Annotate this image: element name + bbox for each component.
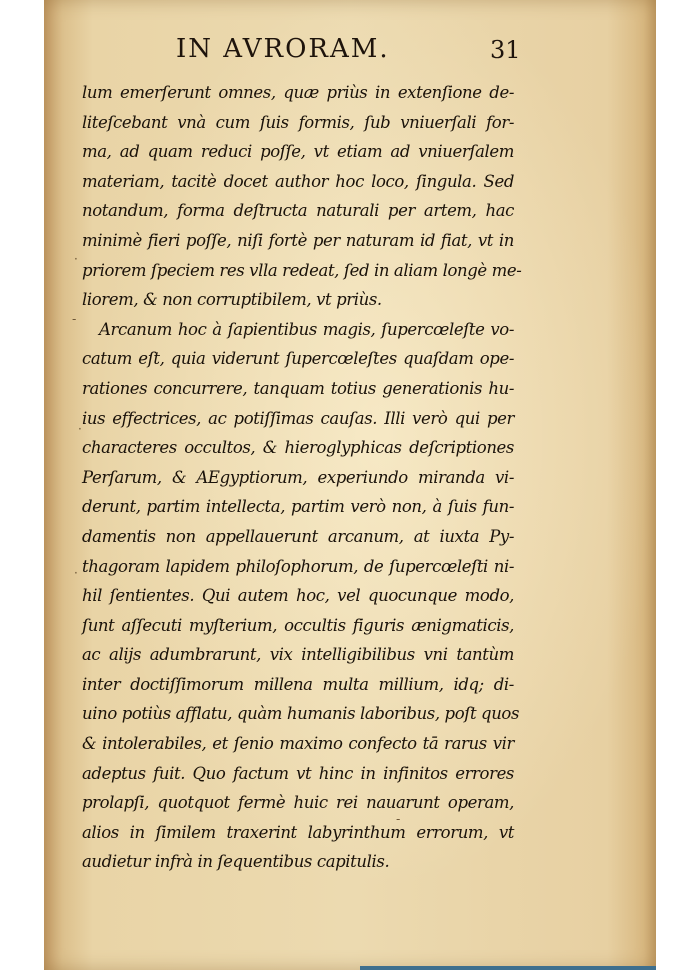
text-line: catum eſt, quia viderunt ſupercœleſtes quaſdam ope-: [82, 349, 514, 369]
text-line: derunt, partim intellecta, partim verò non, à ſuis fun-: [82, 497, 514, 517]
margin-speck: -: [396, 812, 401, 826]
body-text: [82, 78, 522, 877]
margin-speck: ·: [74, 252, 78, 266]
text-line: lum emerſerunt omnes, quæ priùs in extenſione de-: [82, 83, 514, 102]
text-line: prolapſi, quotquot fermè huic rei nauarunt operam,: [82, 793, 514, 813]
text-line: audietur infrà in ſequentibus capitulis.: [82, 852, 390, 872]
text-line: notandum, forma deſtructa naturali per artem, hac: [82, 201, 514, 221]
text-line: damentis non appellauerunt arcanum, at iuxta Py-: [82, 526, 514, 546]
margin-speck: -: [72, 312, 77, 326]
running-head: [44, 34, 656, 68]
text-line: ſunt aſſecuti myſterium, occultis figuris ænigmaticis,: [82, 615, 514, 635]
text-line: & intolerabiles, et ſenio maximo confecto tā rarus vir: [82, 734, 514, 754]
text-line: rationes concurrere, tanquam totius generationis hu-: [82, 378, 514, 398]
text-line: liorem, & non corruptibilem, vt priùs.: [82, 290, 382, 310]
book-page: [44, 0, 656, 970]
text-line: ius effectrices, ac potiſſimas cauſas. Illi verò qui per: [82, 408, 514, 428]
running-title: IN AVRORAM.: [176, 34, 390, 64]
text-line: ac alijs adumbrarunt, vix intelligibilibus vni tantùm: [82, 645, 514, 665]
scan-edge-strip: [360, 966, 656, 970]
text-line: liteſcebant vnà cum ſuis formis, ſub vniuerſali for-: [82, 112, 514, 132]
margin-speck: ·: [78, 422, 82, 436]
text-line: characteres occultos, & hieroglyphicas deſcriptiones: [82, 438, 514, 458]
text-line: Arcanum hoc à ſapientibus magis, ſupercœleſte vo-: [99, 319, 514, 339]
text-line: Perſarum, & AEgyptiorum, experiundo miranda vi-: [82, 467, 514, 487]
text-line: alios in ſimilem traxerint labyrinthum errorum, vt: [82, 822, 514, 842]
text-line: minimè fieri poſſe, niſi fortè per naturam id fiat, vt in: [82, 230, 514, 250]
text-line: uino potiùs afflatu, quàm humanis laboribus, poſt quos: [82, 704, 520, 724]
text-line: inter doctiſſimorum millena multa millium, idq; di-: [82, 674, 514, 694]
margin-speck: ·: [74, 566, 78, 580]
text-line: adeptus fuit. Quo factum vt hinc in infinitos errores: [82, 763, 514, 783]
text-line: thagoram lapidem philoſophorum, de ſupercœleſti ni-: [82, 556, 514, 576]
text-line: materiam, tacitè docet author hoc loco, ſingula. Sed: [82, 171, 514, 191]
text-line: priorem ſpeciem res vlla redeat, ſed in aliam longè me-: [82, 260, 522, 280]
page-number: 31: [490, 36, 521, 64]
text-line: ma, ad quam reduci poſſe, vt etiam ad vniuerſalem: [82, 142, 514, 162]
text-line: hil ſentientes. Qui autem hoc, vel quocunque modo,: [82, 586, 514, 606]
